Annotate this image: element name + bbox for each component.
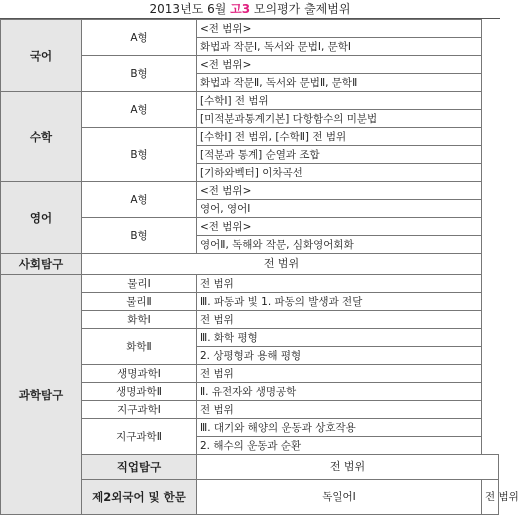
range-cell: 화법과 작문Ⅱ, 독서와 문법Ⅱ, 문학Ⅱ <box>197 74 482 92</box>
subject-korean: 국어 <box>1 20 82 92</box>
type-b: B형 <box>82 218 197 254</box>
type-a: A형 <box>82 182 197 218</box>
science-subject-name: 지구과학Ⅰ <box>82 401 197 419</box>
table-row <box>1 275 499 293</box>
science-subject-name: 물리Ⅱ <box>82 293 197 311</box>
title-grade-highlight: 고3 <box>230 2 251 16</box>
range-cell: 2. 상평형과 용해 평형 <box>197 347 482 365</box>
subject-science: 과학탐구 <box>1 275 82 515</box>
subject-second-language: 제2외국어 및 한문 <box>82 480 197 515</box>
second-language-name: 독일어Ⅰ <box>197 480 482 515</box>
range-cell: [수학Ⅰ] 전 범위, [수학Ⅱ] 전 범위 <box>197 128 482 146</box>
table-row <box>1 254 499 275</box>
range-cell: Ⅲ. 파동과 빛 1. 파동의 발생과 전달 <box>197 293 482 311</box>
range-cell: <전 범위> <box>197 20 482 38</box>
science-subject-name: 물리Ⅰ <box>82 275 197 293</box>
subject-social: 사회탐구 <box>1 254 82 275</box>
page-title <box>0 0 500 19</box>
range-cell: [수학Ⅰ] 전 범위 <box>197 92 482 110</box>
range-cell: 영어Ⅱ, 독해와 작문, 심화영어회화 <box>197 236 482 254</box>
title-text-suffix: 모의평가 출제범위 <box>250 2 351 16</box>
title-text: 2013년도 6월 <box>149 2 231 16</box>
subject-vocational: 직업탐구 <box>82 455 197 480</box>
type-b: B형 <box>82 56 197 92</box>
range-cell: [기하와벡터] 이차곡선 <box>197 164 482 182</box>
range-cell: 전 범위 <box>197 401 482 419</box>
range-cell: 전 범위 <box>82 254 482 275</box>
range-cell: Ⅲ. 화학 평형 <box>197 329 482 347</box>
table-row <box>1 92 499 110</box>
range-cell: 전 범위 <box>197 311 482 329</box>
science-subject-name: 생명과학Ⅱ <box>82 383 197 401</box>
range-cell: 전 범위 <box>197 275 482 293</box>
type-b: B형 <box>82 128 197 182</box>
exam-scope-table <box>0 19 519 515</box>
range-cell: [적분과 통계] 순열과 조합 <box>197 146 482 164</box>
range-cell: 영어, 영어Ⅰ <box>197 200 482 218</box>
range-cell: 2. 해수의 운동과 순환 <box>197 437 482 455</box>
range-cell: 전 범위 <box>197 365 482 383</box>
table-row <box>1 20 499 38</box>
subject-math: 수학 <box>1 92 82 182</box>
range-cell: 전 범위 <box>197 455 499 480</box>
range-cell: <전 범위> <box>197 182 482 200</box>
type-a: A형 <box>82 92 197 128</box>
range-cell: Ⅱ. 유전자와 생명공학 <box>197 383 482 401</box>
range-cell: Ⅲ. 대기와 해양의 운동과 상호작용 <box>197 419 482 437</box>
science-subject-name: 화학Ⅱ <box>82 329 197 365</box>
science-subject-name: 생명과학Ⅰ <box>82 365 197 383</box>
range-cell: 전 범위 <box>482 480 499 515</box>
range-cell: [미적분과통계기본] 다항함수의 미분법 <box>197 110 482 128</box>
table-row <box>1 182 499 200</box>
range-cell: 화법과 작문Ⅰ, 독서와 문법Ⅰ, 문학Ⅰ <box>197 38 482 56</box>
type-a: A형 <box>82 20 197 56</box>
range-cell: <전 범위> <box>197 218 482 236</box>
science-subject-name: 지구과학Ⅱ <box>82 419 197 455</box>
range-cell: <전 범위> <box>197 56 482 74</box>
science-subject-name: 화학Ⅰ <box>82 311 197 329</box>
subject-english: 영어 <box>1 182 82 254</box>
